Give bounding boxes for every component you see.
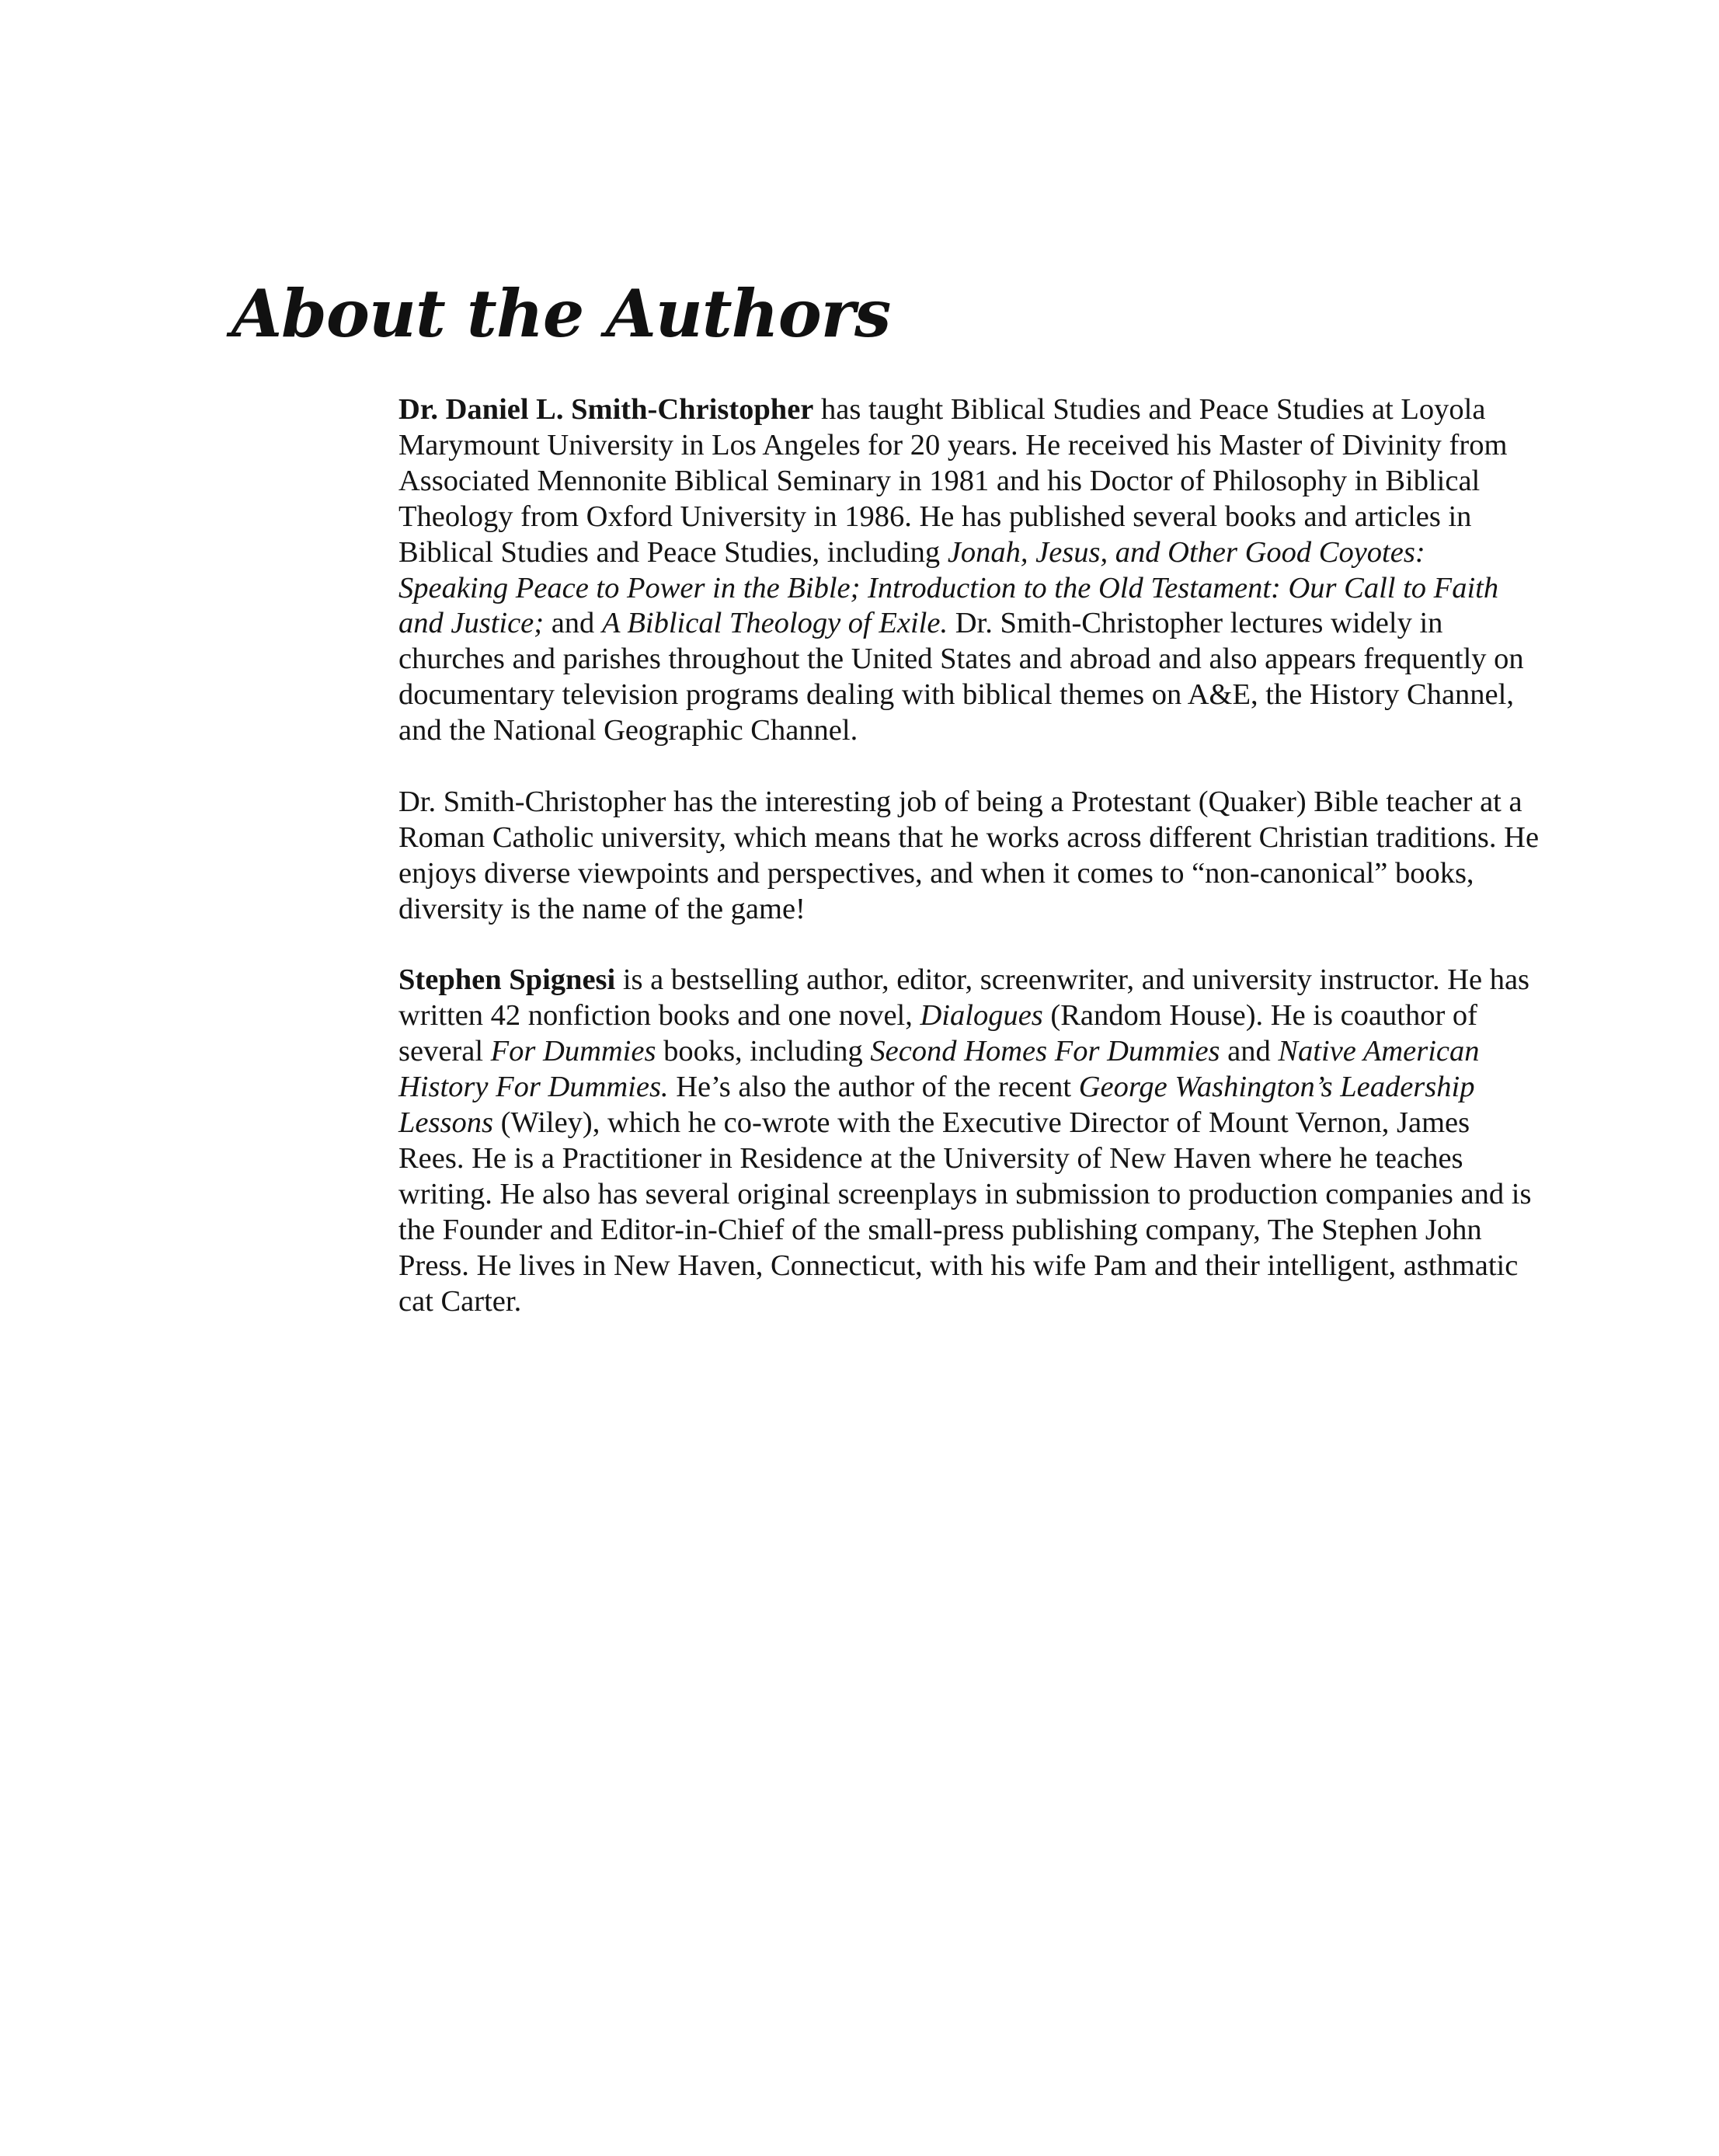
bio-text: is a bestselling author, editor, screenwriter, and university instructor. He has written 42 nonfiction books and one novel, xyxy=(398,963,1530,1033)
book-title: George Washington’s Leadership Lessons xyxy=(398,1071,1475,1140)
book-title: A Biblical Theology of Exile. xyxy=(601,607,948,640)
bio-text: He’s also the author of the recent xyxy=(668,1071,1079,1104)
bio-text: and xyxy=(1220,1035,1279,1068)
bio-text: and xyxy=(544,607,602,640)
book-title: Dialogues xyxy=(920,999,1043,1033)
book-title: Native American History For Dummies. xyxy=(398,1035,1480,1104)
bio-text: Dr. Smith-Christopher lectures widely in churches and parishes throughout the United States and abroad and also appears frequently on documentary television programs dealing with biblical themes on A&E, the History Channel, and the National Geographic Channel. xyxy=(398,607,1524,747)
book-title: Second Homes For Dummies xyxy=(870,1035,1220,1068)
author-name: Stephen Spignesi xyxy=(398,963,616,997)
bio-smith-christopher xyxy=(398,392,1540,749)
bio-text: books, including xyxy=(656,1035,871,1068)
page-title: About the Authors xyxy=(231,275,891,352)
author-bios xyxy=(398,392,1540,1320)
book-title: Jonah, Jesus, and Other Good Coyotes: Speaking Peace to Power in the Bible; Introduction to the Old Testament: Our Call to Faith and Justice; xyxy=(398,535,1499,640)
bio-spignesi xyxy=(398,963,1540,1319)
book-title: For Dummies xyxy=(490,1035,656,1068)
bio-text: (Wiley), which he co-wrote with the Executive Director of Mount Vernon, James Rees. He is a Practitioner in Residence at the University of New Haven where he teaches writing. He also has several original screenplays in submission to production companies and is the Founder and Editor-in-Chief of the small-press publishing company, The Stephen John Press. He lives in New Haven, Connecticut, with his wife Pam and their intelligent, asthmatic cat Carter. xyxy=(398,1106,1532,1318)
bio-text: (Random House). He is coauthor of several xyxy=(398,999,1477,1068)
bio-text: has taught Biblical Studies and Peace Studies at Loyola Marymount University in Los Angeles for 20 years. He received his Master of Divinity from Associated Mennonite Biblical Seminary in 1981 and his Doctor of Philosophy in Biblical Theology from Oxford University in 1986. He has published several books and articles in Biblical Studies and Peace Studies, including xyxy=(398,393,1508,569)
author-name: Dr. Daniel L. Smith-Christopher xyxy=(398,393,814,426)
bio-smith-christopher-continued: Dr. Smith-Christopher has the interesting job of being a Protestant (Quaker) Bible teacher at a Roman Catholic university, which means that he works across different Christian traditions. He enjoys diverse viewpoints and perspectives, and when it comes to “non-canonical” books, diversity is the name of the game! xyxy=(398,785,1540,925)
